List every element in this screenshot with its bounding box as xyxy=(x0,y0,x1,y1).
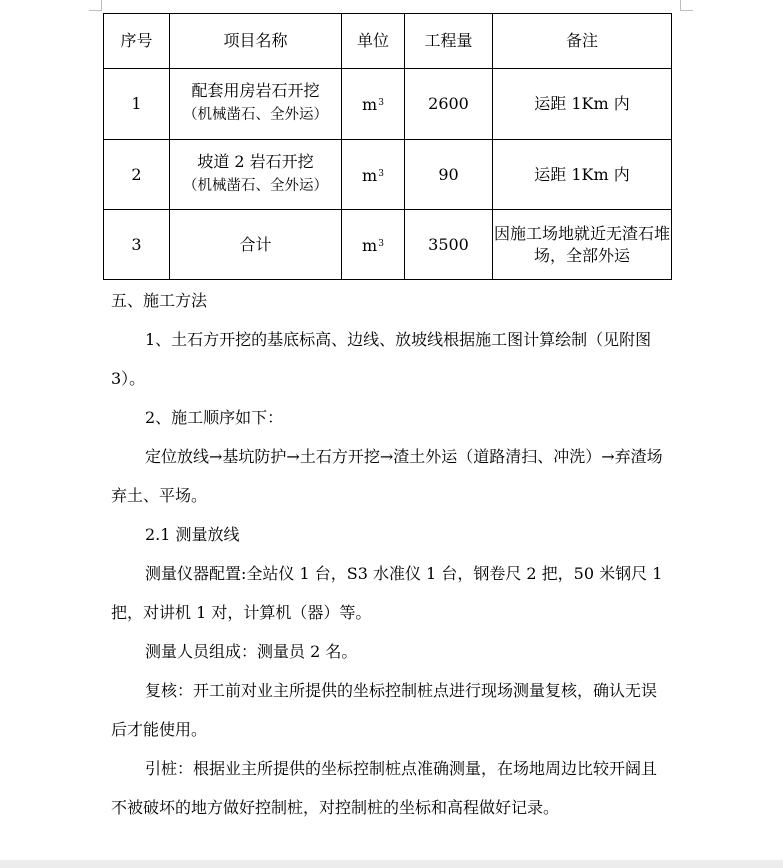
cell-quantity: 2600 xyxy=(405,69,493,140)
cell-name xyxy=(170,69,342,140)
table-row xyxy=(104,140,672,210)
unit-superscript: 3 xyxy=(378,238,384,249)
header-cell-unit: 单位 xyxy=(342,14,405,69)
paragraph-sequence-title: 2、施工顺序如下： xyxy=(145,408,284,427)
page-corner-mark-left xyxy=(89,0,102,11)
paragraph-sequence-flow: 定位放线→基坑防护→土石方开挖→渣土外运（道路清扫、冲洗）→弃渣场弃土、平场。 xyxy=(111,447,663,505)
unit-superscript: 3 xyxy=(378,168,384,179)
cell-remark: 运距 1Km 内 xyxy=(493,140,672,210)
paragraph-instruments: 测量仪器配置:全站仪 1 台，S3 水准仪 1 台，钢卷尺 2 把，50 米钢尺 1 把，对讲机 1 对，计算机（器）等。 xyxy=(111,564,663,622)
unit-symbol: m xyxy=(362,165,378,185)
cell-unit xyxy=(342,210,405,280)
header-cell-remark: 备注 xyxy=(493,14,672,69)
unit-superscript: 3 xyxy=(378,98,384,108)
cell-remark: 运距 1Km 内 xyxy=(493,69,672,140)
table-row xyxy=(104,210,672,280)
cell-name: 合计 xyxy=(170,210,342,280)
item-name-note: （机械凿石、全外运） xyxy=(183,177,328,194)
cell-quantity: 90 xyxy=(405,140,493,210)
cell-no: 1 xyxy=(104,69,170,140)
header-cell-quantity: 工程量 xyxy=(405,14,493,69)
cell-unit xyxy=(342,69,405,140)
subsection-heading-survey: 2.1 测量放线 xyxy=(145,525,240,544)
table-header-row xyxy=(104,14,672,69)
item-name: 坡道 2 岩石开挖 xyxy=(197,151,314,171)
unit-symbol: m xyxy=(362,95,378,114)
construction-method-section xyxy=(111,281,671,827)
page-corner-mark-right xyxy=(680,0,693,11)
paragraph-reference-stakes: 引桩：根据业主所提供的坐标控制桩点准确测量，在场地周边比较开阔且不被破坏的地方做好控制桩，对控制桩的坐标和高程做好记录。 xyxy=(111,759,658,817)
paragraph-verification: 复核：开工前对业主所提供的坐标控制桩点进行现场测量复核，确认无误后才能使用。 xyxy=(111,681,658,739)
paragraph-personnel: 测量人员组成：测量员 2 名。 xyxy=(145,642,358,661)
cell-no: 2 xyxy=(104,140,170,210)
cell-name xyxy=(170,140,342,210)
item-name: 配套用房岩石开挖 xyxy=(191,81,320,100)
page-bottom-strip xyxy=(0,860,783,868)
cell-unit xyxy=(342,140,405,210)
table-row xyxy=(104,69,672,140)
unit-symbol: m xyxy=(362,235,378,255)
header-cell-name: 项目名称 xyxy=(170,14,342,69)
header-cell-no: 序号 xyxy=(104,14,170,69)
cell-quantity: 3500 xyxy=(405,210,493,280)
earthwork-quantity-table xyxy=(103,13,672,280)
section-heading: 五、施工方法 xyxy=(111,291,208,310)
item-name-note: （机械凿石、全外运） xyxy=(183,107,328,123)
paragraph-excavation-lines: 1、土石方开挖的基底标高、边线、放坡线根据施工图计算绘制（见附图 3）。 xyxy=(111,330,652,388)
cell-no: 3 xyxy=(104,210,170,280)
cell-remark: 因施工场地就近无渣石堆场，全部外运 xyxy=(493,210,672,280)
